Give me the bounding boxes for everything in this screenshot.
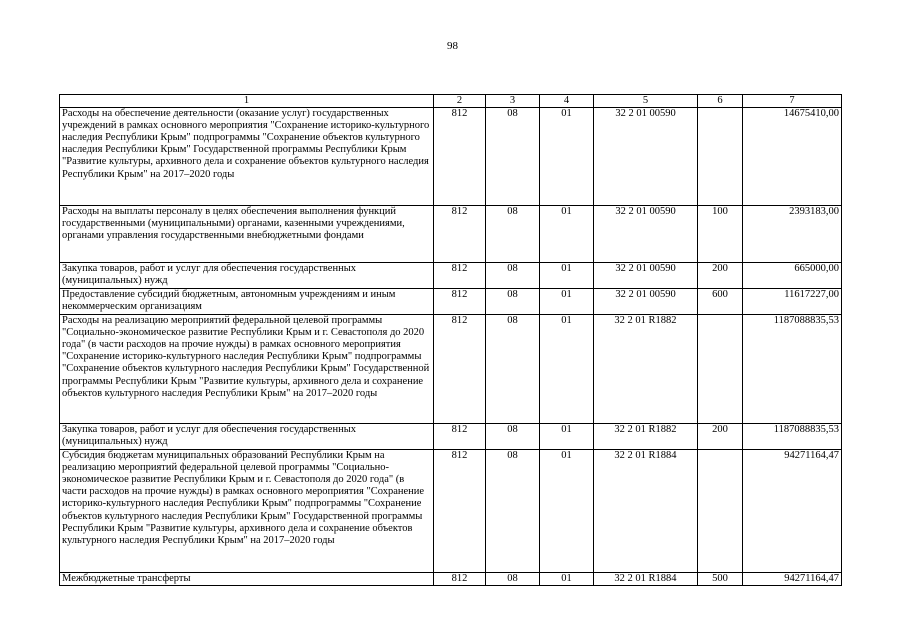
column-header: 2 (434, 95, 486, 108)
column-header: 4 (540, 95, 594, 108)
row-expense-type (698, 450, 743, 573)
row-sum: 2393183,00 (743, 206, 842, 263)
row-subsection: 01 (540, 315, 594, 424)
row-sum: 665000,00 (743, 263, 842, 289)
page-number: 98 (447, 40, 458, 52)
row-target-article: 32 2 01 00590 (594, 108, 698, 206)
table-row (60, 315, 842, 424)
row-sum: 14675410,00 (743, 108, 842, 206)
row-expense-type: 200 (698, 424, 743, 450)
budget-table (59, 94, 842, 586)
row-target-article: 32 2 01 R1882 (594, 424, 698, 450)
row-expense-type (698, 315, 743, 424)
row-name: Предоставление субсидий бюджетным, автономным учреждениям и иным некоммерческим организациям (60, 289, 434, 315)
row-section: 08 (486, 573, 540, 586)
row-name: Закупка товаров, работ и услуг для обеспечения государственных (муниципальных) нужд (60, 424, 434, 450)
row-sum: 11617227,00 (743, 289, 842, 315)
row-subsection: 01 (540, 289, 594, 315)
row-section: 08 (486, 289, 540, 315)
row-name: Закупка товаров, работ и услуг для обеспечения государственных (муниципальных) нужд (60, 263, 434, 289)
row-expense-type: 600 (698, 289, 743, 315)
row-sum: 1187088835,53 (743, 424, 842, 450)
column-header: 6 (698, 95, 743, 108)
row-grbs: 812 (434, 108, 486, 206)
row-sum: 94271164,47 (743, 450, 842, 573)
row-section: 08 (486, 315, 540, 424)
row-target-article: 32 2 01 R1884 (594, 573, 698, 586)
row-expense-type (698, 108, 743, 206)
row-grbs: 812 (434, 450, 486, 573)
row-subsection: 01 (540, 424, 594, 450)
row-sum: 1187088835,53 (743, 315, 842, 424)
row-target-article: 32 2 01 00590 (594, 289, 698, 315)
row-name: Субсидия бюджетам муниципальных образований Республики Крым на реализацию мероприятий федеральной целевой программы "Социально-экономическое развитие Республики Крым и г. Севастополя до 2020 года" (в части расходов на прочие нужды) в рамках основного мероприятия "Сохранение историко-культурного наследия Республики Крым" подпрограммы "Сохранение объектов культурного наследия Республики Крым" Государственной программы Республики Крым "Развитие культуры, архивного дела и сохранение объектов культурного наследия Республики Крым" на 2017–2020 годы (60, 450, 434, 573)
row-expense-type: 100 (698, 206, 743, 263)
row-name: Расходы на выплаты персоналу в целях обеспечения выполнения функций государственными (муниципальными) органами, казенными учреждениями, органами управления государственными внебюджетными фондами (60, 206, 434, 263)
table-row (60, 424, 842, 450)
row-subsection: 01 (540, 108, 594, 206)
column-header: 5 (594, 95, 698, 108)
row-subsection: 01 (540, 263, 594, 289)
row-sum: 94271164,47 (743, 573, 842, 586)
column-header: 3 (486, 95, 540, 108)
row-section: 08 (486, 450, 540, 573)
table-row (60, 289, 842, 315)
row-grbs: 812 (434, 289, 486, 315)
row-subsection: 01 (540, 206, 594, 263)
column-header: 7 (743, 95, 842, 108)
row-grbs: 812 (434, 263, 486, 289)
row-target-article: 32 2 01 R1882 (594, 315, 698, 424)
row-name: Расходы на реализацию мероприятий федеральной целевой программы "Социально-экономическое развитие Республики Крым и г. Севастополя до 2020 года" (в части расходов на прочие нужды) в рамках основного мероприятия "Сохранение историко-культурного наследия Республики Крым" подпрограммы "Сохранение объектов культурного наследия Республики Крым" Государственной программы Республики Крым "Развитие культуры, архивного дела и сохранение объектов культурного наследия Республики Крым" на 2017–2020 годы (60, 315, 434, 424)
table-row (60, 206, 842, 263)
row-subsection: 01 (540, 450, 594, 573)
row-section: 08 (486, 424, 540, 450)
row-section: 08 (486, 263, 540, 289)
row-section: 08 (486, 206, 540, 263)
row-subsection: 01 (540, 573, 594, 586)
table-row (60, 450, 842, 573)
table-row (60, 573, 842, 586)
row-name: Расходы на обеспечение деятельности (оказание услуг) государственных учреждений в рамках основного мероприятия "Сохранение историко-культурного наследия Республики Крым" подпрограммы "Сохранение объектов культурного наследия Республики Крым" Государственной программы Республики Крым "Развитие культуры, архивного дела и сохранение объектов культурного наследия Республики Крым" на 2017–2020 годы (60, 108, 434, 206)
row-name: Межбюджетные трансферты (60, 573, 434, 586)
row-grbs: 812 (434, 424, 486, 450)
row-grbs: 812 (434, 315, 486, 424)
header-row (60, 95, 842, 108)
row-target-article: 32 2 01 00590 (594, 206, 698, 263)
row-grbs: 812 (434, 573, 486, 586)
column-header: 1 (60, 95, 434, 108)
table-row (60, 108, 842, 206)
row-expense-type: 500 (698, 573, 743, 586)
table-row (60, 263, 842, 289)
row-target-article: 32 2 01 R1884 (594, 450, 698, 573)
row-section: 08 (486, 108, 540, 206)
row-expense-type: 200 (698, 263, 743, 289)
row-target-article: 32 2 01 00590 (594, 263, 698, 289)
row-grbs: 812 (434, 206, 486, 263)
